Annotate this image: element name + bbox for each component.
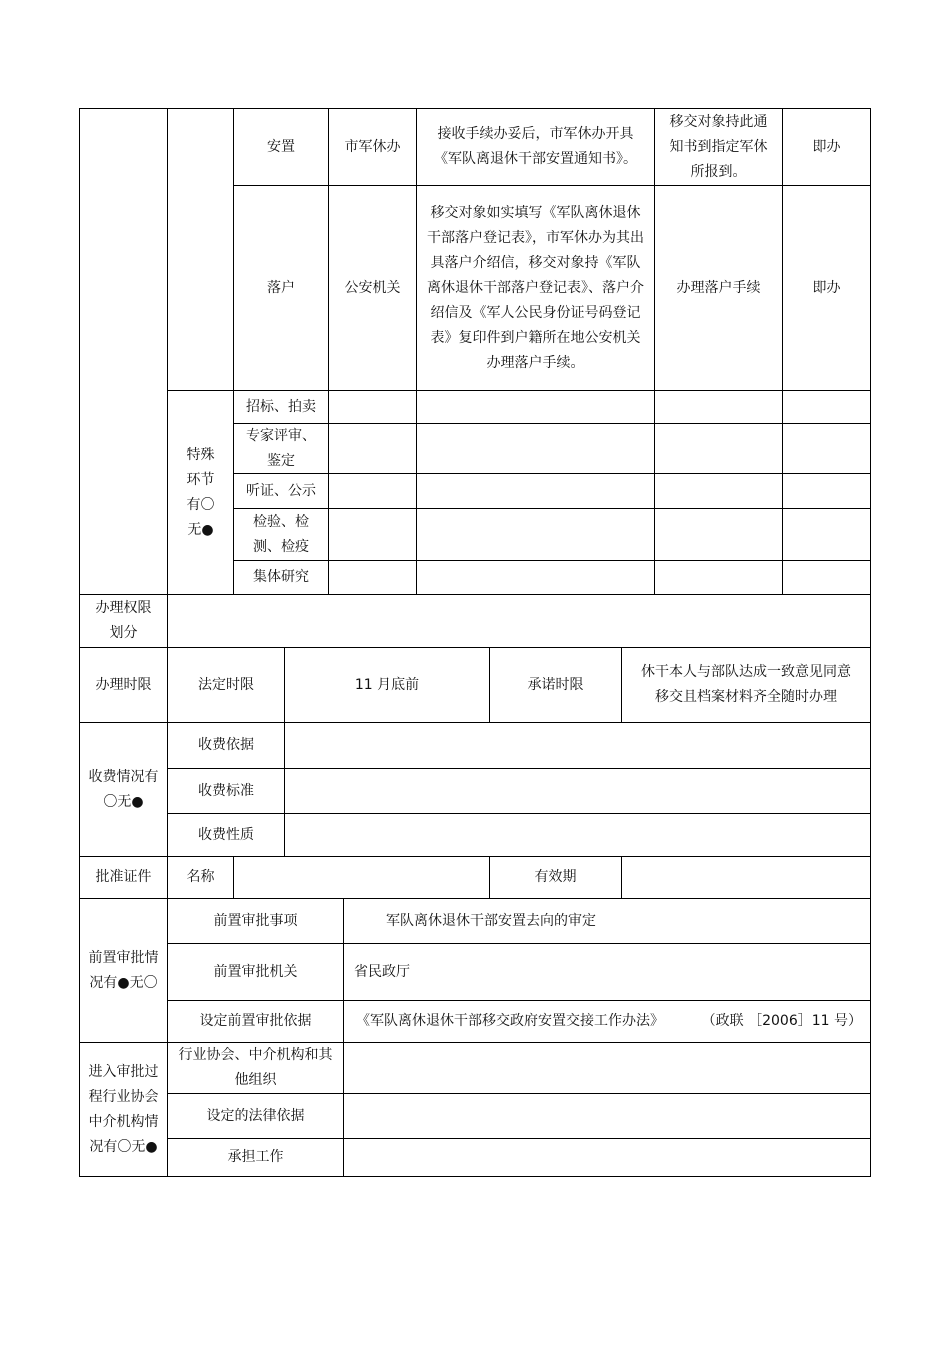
special-empty-cell <box>328 473 417 509</box>
step-name-anzhi: 安置 <box>233 108 329 186</box>
intermediary-law-value <box>343 1093 871 1139</box>
certificate-name-value <box>233 856 490 899</box>
time-limit-label: 办理时限 <box>79 647 168 723</box>
special-steps-label: 特殊环节有〇无● <box>167 390 234 595</box>
legal-time-label: 法定时限 <box>167 647 285 723</box>
pre-approval-item-value: 军队离休退休干部安置去向的审定 <box>343 898 871 944</box>
pre-approval-org-value: 省民政厅 <box>343 943 871 1001</box>
special-empty-cell <box>654 508 783 561</box>
promise-time-value: 休干本人与部队达成一致意见同意移交且档案材料齐全随时办理 <box>621 647 871 723</box>
special-item-hearing: 听证、公示 <box>233 473 329 509</box>
step-time-anzhi: 即办 <box>782 108 871 186</box>
step-org-anzhi: 市军休办 <box>328 108 417 186</box>
special-empty-cell <box>782 560 871 595</box>
special-item-collective-study: 集体研究 <box>233 560 329 595</box>
special-empty-cell <box>782 508 871 561</box>
certificate-name-label: 名称 <box>167 856 234 899</box>
step-time-luohu: 即办 <box>782 185 871 391</box>
special-empty-cell <box>654 473 783 509</box>
inner-left-column <box>167 108 234 391</box>
special-empty-cell <box>654 423 783 474</box>
special-empty-cell <box>416 423 655 474</box>
basis-title: 《军队离休退休干部移交政府安置交接工作办法》 <box>356 1013 664 1029</box>
certificate-validity-value <box>621 856 871 899</box>
intermediary-work-label: 承担工作 <box>167 1138 344 1177</box>
special-empty-cell <box>782 423 871 474</box>
step-content-luohu: 移交对象如实填写《军队离休退休干部落户登记表》，市军休办为其出具落户介绍信，移交对象持《军队离休退休干部落户登记表》、落户介绍信及《军人公民身份证号码登记表》复印件到户籍所在地公安机关办理落户手续。 <box>416 185 655 391</box>
special-item-inspection: 检验、检测、检疫 <box>233 508 329 561</box>
intermediary-law-label: 设定的法律依据 <box>167 1093 344 1139</box>
step-result-luohu: 办理落户手续 <box>654 185 783 391</box>
special-empty-cell <box>328 508 417 561</box>
outer-left-column <box>79 108 168 595</box>
intermediary-work-value <box>343 1138 871 1177</box>
step-org-luohu: 公安机关 <box>328 185 417 391</box>
step-content-anzhi: 接收手续办妥后，市军休办开具《军队离退休干部安置通知书》。 <box>416 108 655 186</box>
fee-basis-value <box>284 722 871 769</box>
special-empty-cell <box>328 423 417 474</box>
special-empty-cell <box>654 560 783 595</box>
fees-label: 收费情况有〇无● <box>79 722 168 857</box>
intermediary-label: 进入审批过程行业协会中介机构情况有〇无● <box>79 1042 168 1177</box>
pre-approval-org-label: 前置审批机关 <box>167 943 344 1001</box>
special-empty-cell <box>416 560 655 595</box>
fee-basis-label: 收费依据 <box>167 722 285 769</box>
promise-time-label: 承诺时限 <box>489 647 622 723</box>
authority-value <box>167 594 871 648</box>
special-empty-cell <box>416 390 655 424</box>
special-item-expert-review: 专家评审、鉴定 <box>233 423 329 474</box>
special-empty-cell <box>654 390 783 424</box>
special-empty-cell <box>416 508 655 561</box>
fee-standard-value <box>284 768 871 814</box>
pre-approval-basis-value <box>343 1000 871 1043</box>
fee-nature-value <box>284 813 871 857</box>
fee-nature-label: 收费性质 <box>167 813 285 857</box>
special-empty-cell <box>782 473 871 509</box>
special-empty-cell <box>416 473 655 509</box>
step-name-luohu: 落户 <box>233 185 329 391</box>
special-empty-cell <box>328 390 417 424</box>
pre-approval-basis-label: 设定前置审批依据 <box>167 1000 344 1043</box>
authority-label: 办理权限划分 <box>79 594 168 648</box>
certificate-label: 批准证件 <box>79 856 168 899</box>
certificate-validity-label: 有效期 <box>489 856 622 899</box>
legal-time-value: 11 月底前 <box>284 647 490 723</box>
special-item-bidding: 招标、拍卖 <box>233 390 329 424</box>
pre-approval-label: 前置审批情况有●无〇 <box>79 898 168 1043</box>
fee-standard-label: 收费标准 <box>167 768 285 814</box>
special-empty-cell <box>782 390 871 424</box>
intermediary-org-label: 行业协会、中介机构和其他组织 <box>167 1042 344 1094</box>
step-result-anzhi: 移交对象持此通知书到指定军休所报到。 <box>654 108 783 186</box>
special-empty-cell <box>328 560 417 595</box>
basis-doc-number: （政联 ［2006］11 号） <box>701 1013 862 1029</box>
intermediary-org-value <box>343 1042 871 1094</box>
pre-approval-item-label: 前置审批事项 <box>167 898 344 944</box>
